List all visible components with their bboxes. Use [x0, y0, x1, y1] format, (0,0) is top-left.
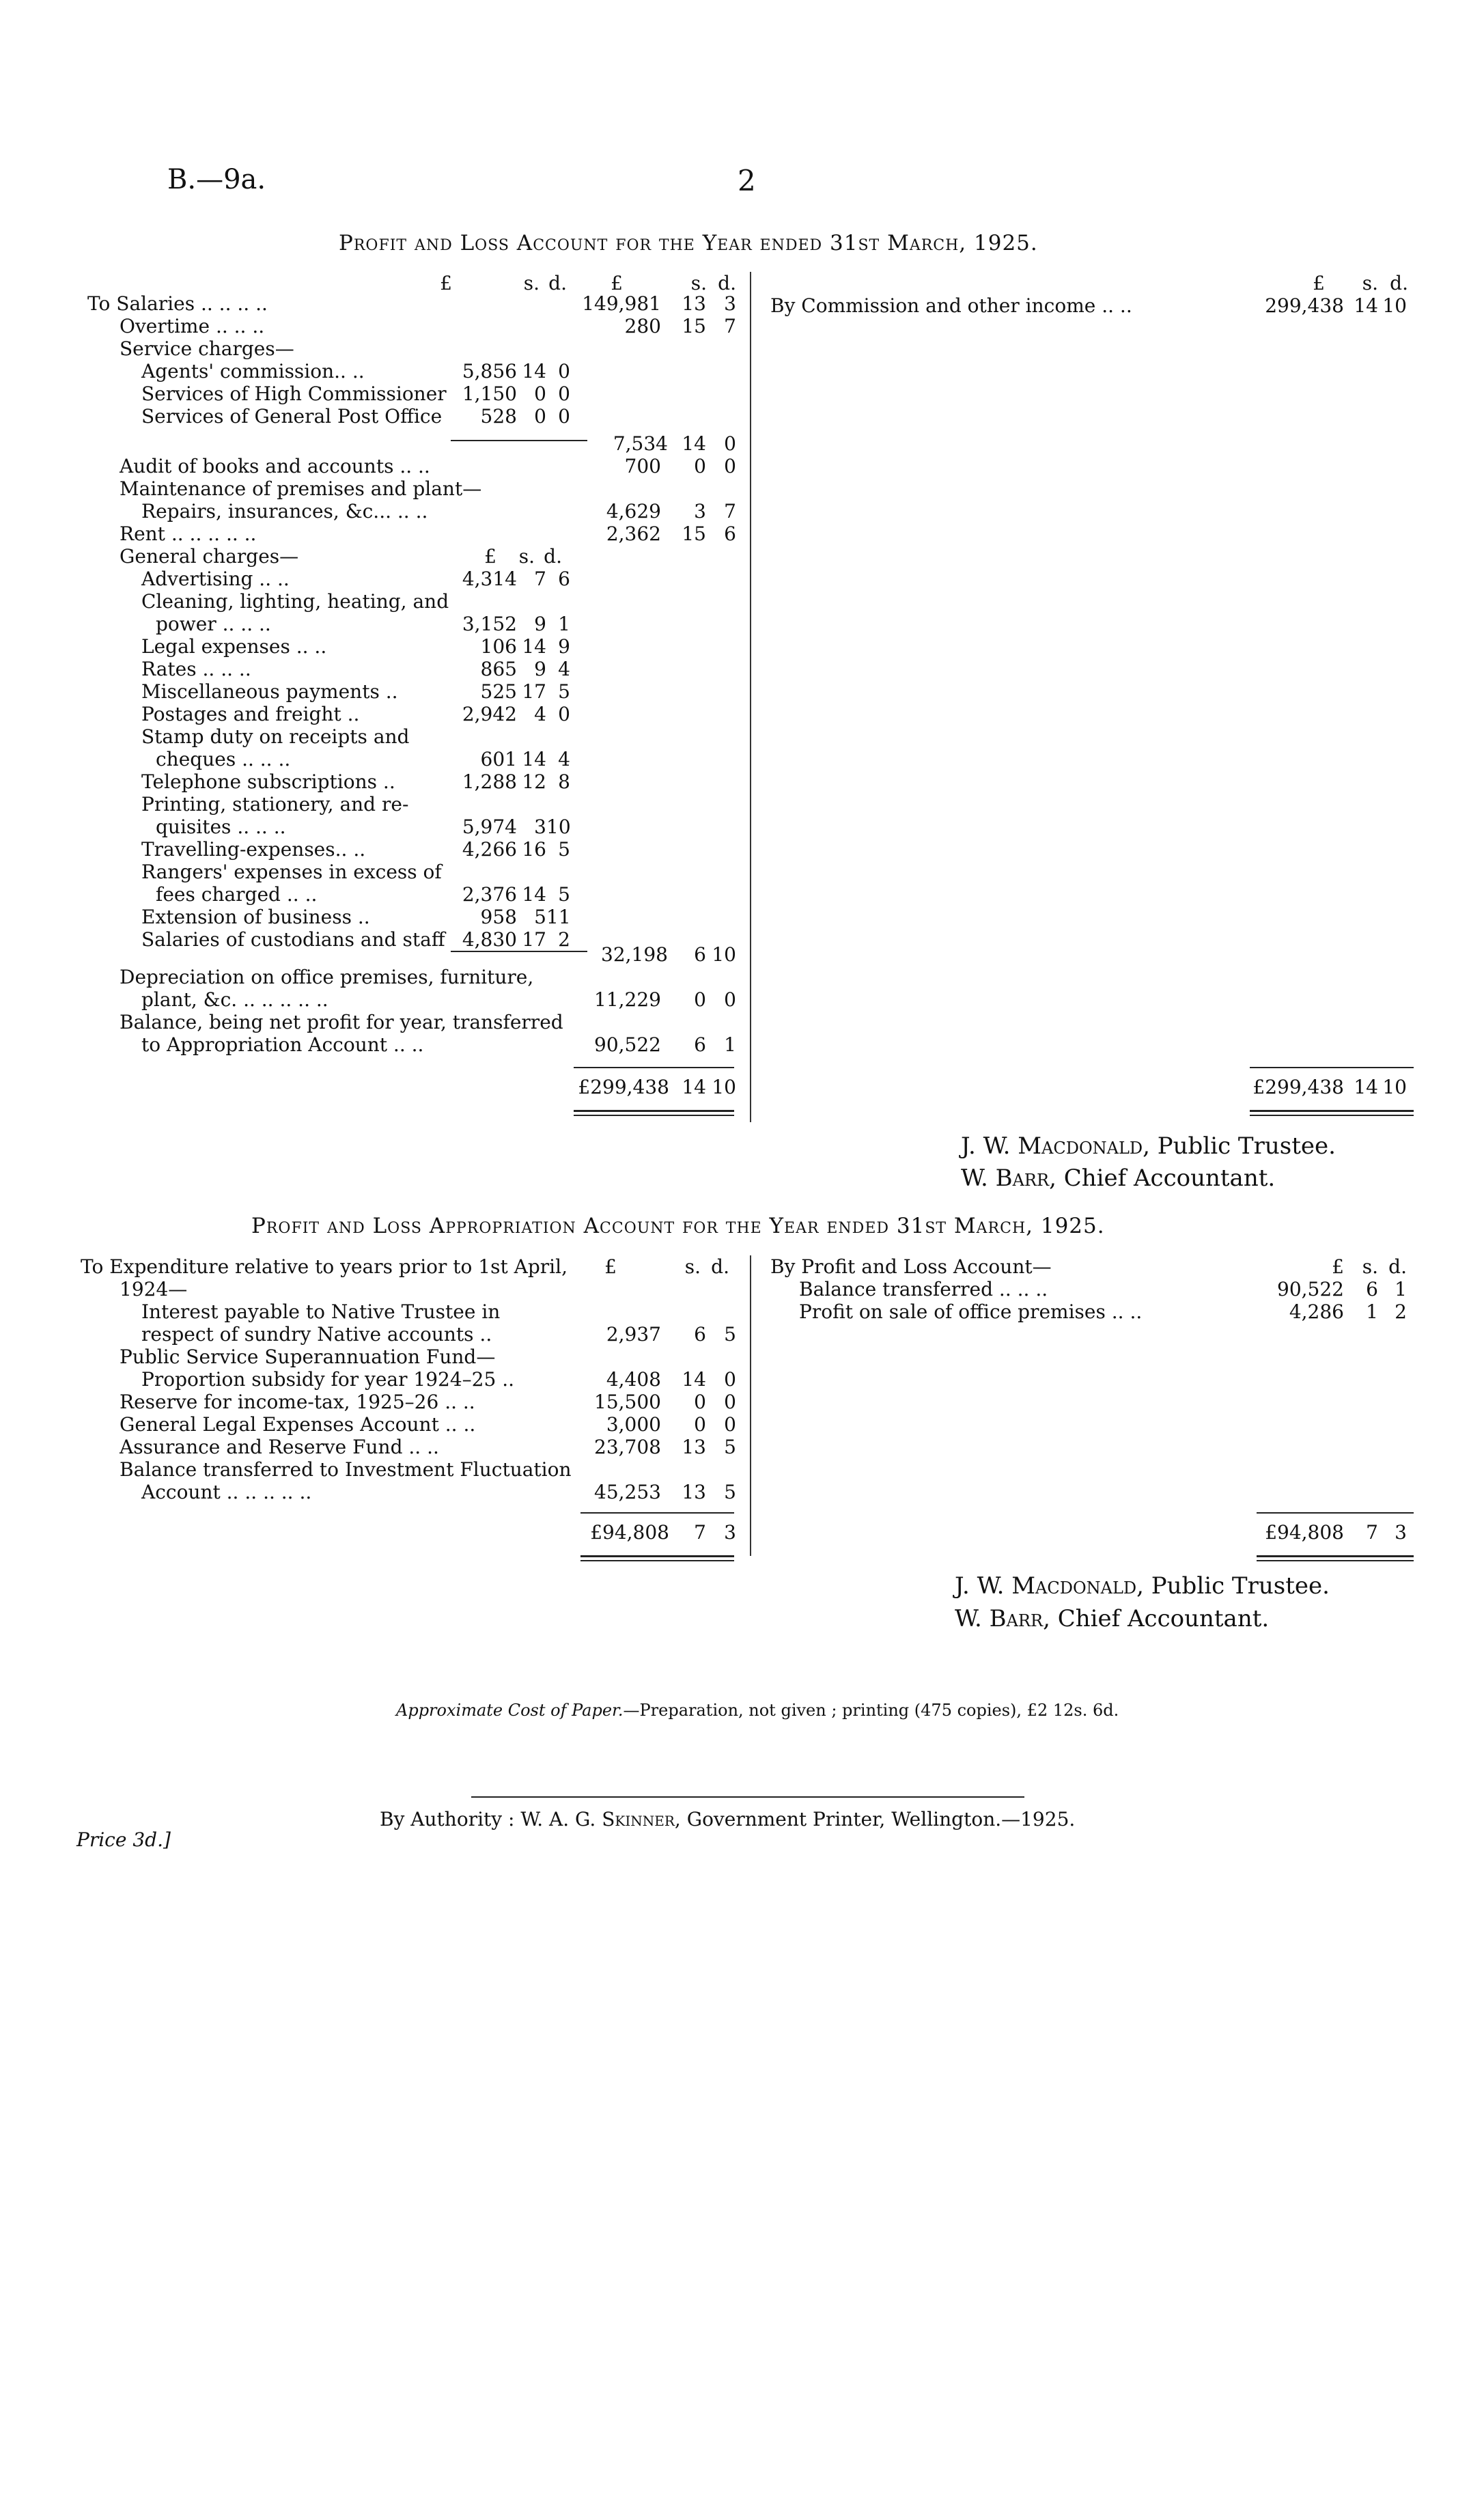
general-charge-shillings: 4	[534, 703, 546, 725]
general-charge-pence: 10	[546, 816, 571, 838]
general-charge-pounds: 865	[480, 658, 517, 680]
general-charge-label: Advertising .. ..	[141, 568, 290, 590]
salaries-row: To Salaries .. .. .. .. 149,981 13 3	[87, 292, 736, 315]
credit-total-top-rule	[1250, 1067, 1414, 1068]
general-charge-pence: 5	[558, 883, 570, 906]
appropriation-credit-total: £94,808 7 3	[1265, 1521, 1407, 1544]
general-charge-shillings: 17	[522, 928, 546, 951]
general-charge-pounds: 5,974	[462, 816, 517, 838]
general-charge-pence: 5	[558, 838, 570, 861]
general-charge-pence: 4	[558, 658, 570, 680]
signature-public-trustee: J. W. Macdonald, Public Trustee.	[961, 1132, 1336, 1160]
fluctuation-row: Account .. .. .. .. .. 45,253 13 5	[141, 1481, 736, 1503]
appropriation-credit-top-rule	[1257, 1512, 1414, 1514]
general-charge-shillings: 5	[534, 906, 546, 928]
appropriation-title: Profit and Loss Appropriation Account for the Year ended 31st March, 1925.	[251, 1214, 1105, 1238]
general-charge-pounds: 106	[480, 635, 517, 658]
general-charge-pounds: 4,314	[462, 568, 517, 590]
general-charge-label: quisites .. .. ..	[156, 816, 286, 838]
appropriation-divider	[750, 1255, 751, 1556]
general-charge-row	[156, 816, 592, 838]
appropriation-debit-total: £94,808 7 3	[590, 1521, 736, 1544]
general-charge-shillings: 14	[522, 883, 546, 906]
general-charge-row	[141, 680, 592, 703]
general-charges-total: 32,198 6 10	[601, 943, 736, 966]
general-charges-label: General charges— £ s. d.	[120, 545, 562, 568]
overtime-row: Overtime .. .. .. 280 15 7	[120, 315, 736, 337]
general-charge-pence: 2	[558, 928, 570, 951]
commission-row: By Commission and other income .. .. 299,438 14 10	[770, 294, 1407, 317]
appropriation-debit-bottom-rule-2	[580, 1560, 734, 1561]
general-charge-shillings: 12	[522, 770, 546, 793]
general-charge-pence: 6	[558, 568, 570, 590]
expenditure-label-1: To Expenditure relative to years prior to 1st April, £ s. d.	[81, 1255, 729, 1278]
general-charge-pence: 4	[558, 748, 570, 770]
general-charge-row	[156, 748, 592, 770]
net-profit-row: to Appropriation Account .. .. 90,522 6 1	[141, 1033, 736, 1056]
debit-column-headers: £ s. d. £ s. d.	[440, 272, 736, 294]
interest-row: respect of sundry Native accounts .. 2,937 6 5	[141, 1323, 736, 1346]
general-charge-row	[141, 568, 592, 590]
appropriation-credit-bottom-rule-2	[1257, 1560, 1414, 1561]
appropriation-credit-bottom-rule-1	[1257, 1555, 1414, 1557]
by-profit-loss-label: By Profit and Loss Account— £ s. d.	[770, 1255, 1407, 1278]
authority-rule	[471, 1796, 1024, 1798]
general-charge-pounds: 4,266	[462, 838, 517, 861]
sale-premises-row: Profit on sale of office premises .. .. 4,286 1 2	[799, 1300, 1407, 1323]
general-charge-row	[141, 793, 592, 816]
general-charge-pounds: 525	[480, 680, 517, 703]
general-charge-pounds: 2,376	[462, 883, 517, 906]
debit-total-top-rule	[574, 1067, 734, 1068]
general-charge-shillings: 14	[522, 635, 546, 658]
general-charge-label: Salaries of custodians and staff	[141, 928, 445, 951]
general-charge-shillings: 17	[522, 680, 546, 703]
general-charge-pence: 9	[558, 635, 570, 658]
audit-row: Audit of books and accounts .. .. 700 0 0	[120, 455, 736, 477]
general-charge-label: Telephone subscriptions ..	[141, 770, 395, 793]
debit-total-bottom-rule-1	[574, 1110, 734, 1112]
general-charge-pounds: 958	[480, 906, 517, 928]
general-charge-row	[141, 861, 592, 883]
agents-commission-row: Agents' commission.. .. 5,856 14 0	[141, 360, 570, 382]
general-charge-label: Miscellaneous payments ..	[141, 680, 398, 703]
general-charge-label: cheques .. .. ..	[156, 748, 291, 770]
general-charge-pence: 1	[558, 613, 570, 635]
general-charge-pounds: 3,152	[462, 613, 517, 635]
general-charge-shillings: 3	[534, 816, 546, 838]
proportion-row: Proportion subsidy for year 1924–25 .. 4,408 14 0	[141, 1368, 736, 1391]
general-charge-row	[141, 658, 592, 680]
appropriation-debit-top-rule	[580, 1512, 734, 1514]
high-commissioner-row: Services of High Commissioner 1,150 0 0	[141, 382, 570, 405]
general-charge-pence: 8	[558, 770, 570, 793]
general-charge-pounds: 4,830	[462, 928, 517, 951]
rent-row: Rent .. .. .. .. .. 2,362 15 6	[120, 523, 736, 545]
general-charge-shillings: 9	[534, 658, 546, 680]
general-charge-row	[141, 838, 592, 861]
debit-total-bottom-rule-2	[574, 1115, 734, 1116]
service-charges-total: 7,534 14 0	[613, 432, 736, 455]
general-charge-label: Rangers' expenses in excess of	[141, 861, 442, 883]
general-charge-pounds: 1,288	[462, 770, 517, 793]
general-charge-shillings: 16	[522, 838, 546, 861]
general-charge-shillings: 9	[534, 613, 546, 635]
general-charge-row	[141, 906, 592, 928]
general-charge-label: fees charged .. ..	[156, 883, 318, 906]
debit-grand-total: £299,438 14 10	[578, 1076, 736, 1098]
general-charge-shillings: 14	[522, 748, 546, 770]
balance-transferred-row: Balance transferred .. .. .. 90,522 6 1	[799, 1278, 1407, 1300]
legal-expenses-account-row: General Legal Expenses Account .. .. 3,000 0 0	[120, 1413, 736, 1436]
general-charge-label: Cleaning, lighting, heating, and	[141, 590, 449, 613]
profit-loss-title: Profit and Loss Account for the Year ended 31st March, 1925.	[339, 231, 1038, 255]
printer-authority: By Authority : W. A. G. Skinner, Government Printer, Wellington.—1925.	[380, 1808, 1076, 1830]
general-charge-row	[141, 928, 592, 951]
post-office-row: Services of General Post Office 528 0 0	[141, 405, 570, 428]
appropriation-signature-public-trustee: J. W. Macdonald, Public Trustee.	[955, 1572, 1330, 1600]
appropriation-signature-chief-accountant: W. Barr, Chief Accountant.	[955, 1605, 1270, 1632]
general-charge-row	[156, 613, 592, 635]
general-charge-label: power .. .. ..	[156, 613, 271, 635]
account-divider	[750, 272, 751, 1122]
general-charge-label: Printing, stationery, and re-	[141, 793, 409, 816]
credit-column-headers: £ s. d.	[1313, 272, 1408, 294]
credit-grand-total: £299,438 14 10	[1252, 1076, 1407, 1098]
appropriation-debit-bottom-rule-1	[580, 1555, 734, 1557]
general-charge-row	[141, 725, 592, 748]
general-charge-pence: 0	[558, 703, 570, 725]
general-charge-row	[141, 770, 592, 793]
general-charge-label: Postages and freight ..	[141, 703, 360, 725]
credit-total-bottom-rule-1	[1250, 1110, 1414, 1112]
general-charge-label: Extension of business ..	[141, 906, 370, 928]
general-charge-row	[141, 703, 592, 725]
general-charge-row	[141, 635, 592, 658]
credit-total-bottom-rule-2	[1250, 1115, 1414, 1116]
general-charge-row	[141, 590, 592, 613]
general-charge-label: Rates .. .. ..	[141, 658, 251, 680]
general-charge-pounds: 601	[480, 748, 517, 770]
general-charge-label: Travelling-expenses.. ..	[141, 838, 366, 861]
general-charge-pence: 11	[546, 906, 571, 928]
general-charge-shillings: 7	[534, 568, 546, 590]
page-number: 2	[738, 164, 756, 197]
general-charge-label: Stamp duty on receipts and	[141, 725, 410, 748]
general-charge-pounds: 2,942	[462, 703, 517, 725]
general-charge-pence: 5	[558, 680, 570, 703]
general-charge-label: Legal expenses .. ..	[141, 635, 327, 658]
price-note: Price 3d.]	[76, 1828, 171, 1851]
signature-chief-accountant: W. Barr, Chief Accountant.	[961, 1165, 1276, 1192]
repairs-row: Repairs, insurances, &c... .. .. 4,629 3 7	[141, 500, 736, 523]
cost-of-paper-note: Approximate Cost of Paper.—Preparation, not given ; printing (475 copies), £2 12s. 6d.	[396, 1701, 1119, 1720]
reserve-income-tax-row: Reserve for income-tax, 1925–26 .. .. 15,500 0 0	[120, 1391, 736, 1413]
general-charge-row	[156, 883, 592, 906]
document-reference: B.—9a.	[167, 164, 266, 195]
assurance-fund-row: Assurance and Reserve Fund .. .. 23,708 13 5	[120, 1436, 736, 1458]
depreciation-row: plant, &c. .. .. .. .. .. 11,229 0 0	[141, 988, 736, 1011]
